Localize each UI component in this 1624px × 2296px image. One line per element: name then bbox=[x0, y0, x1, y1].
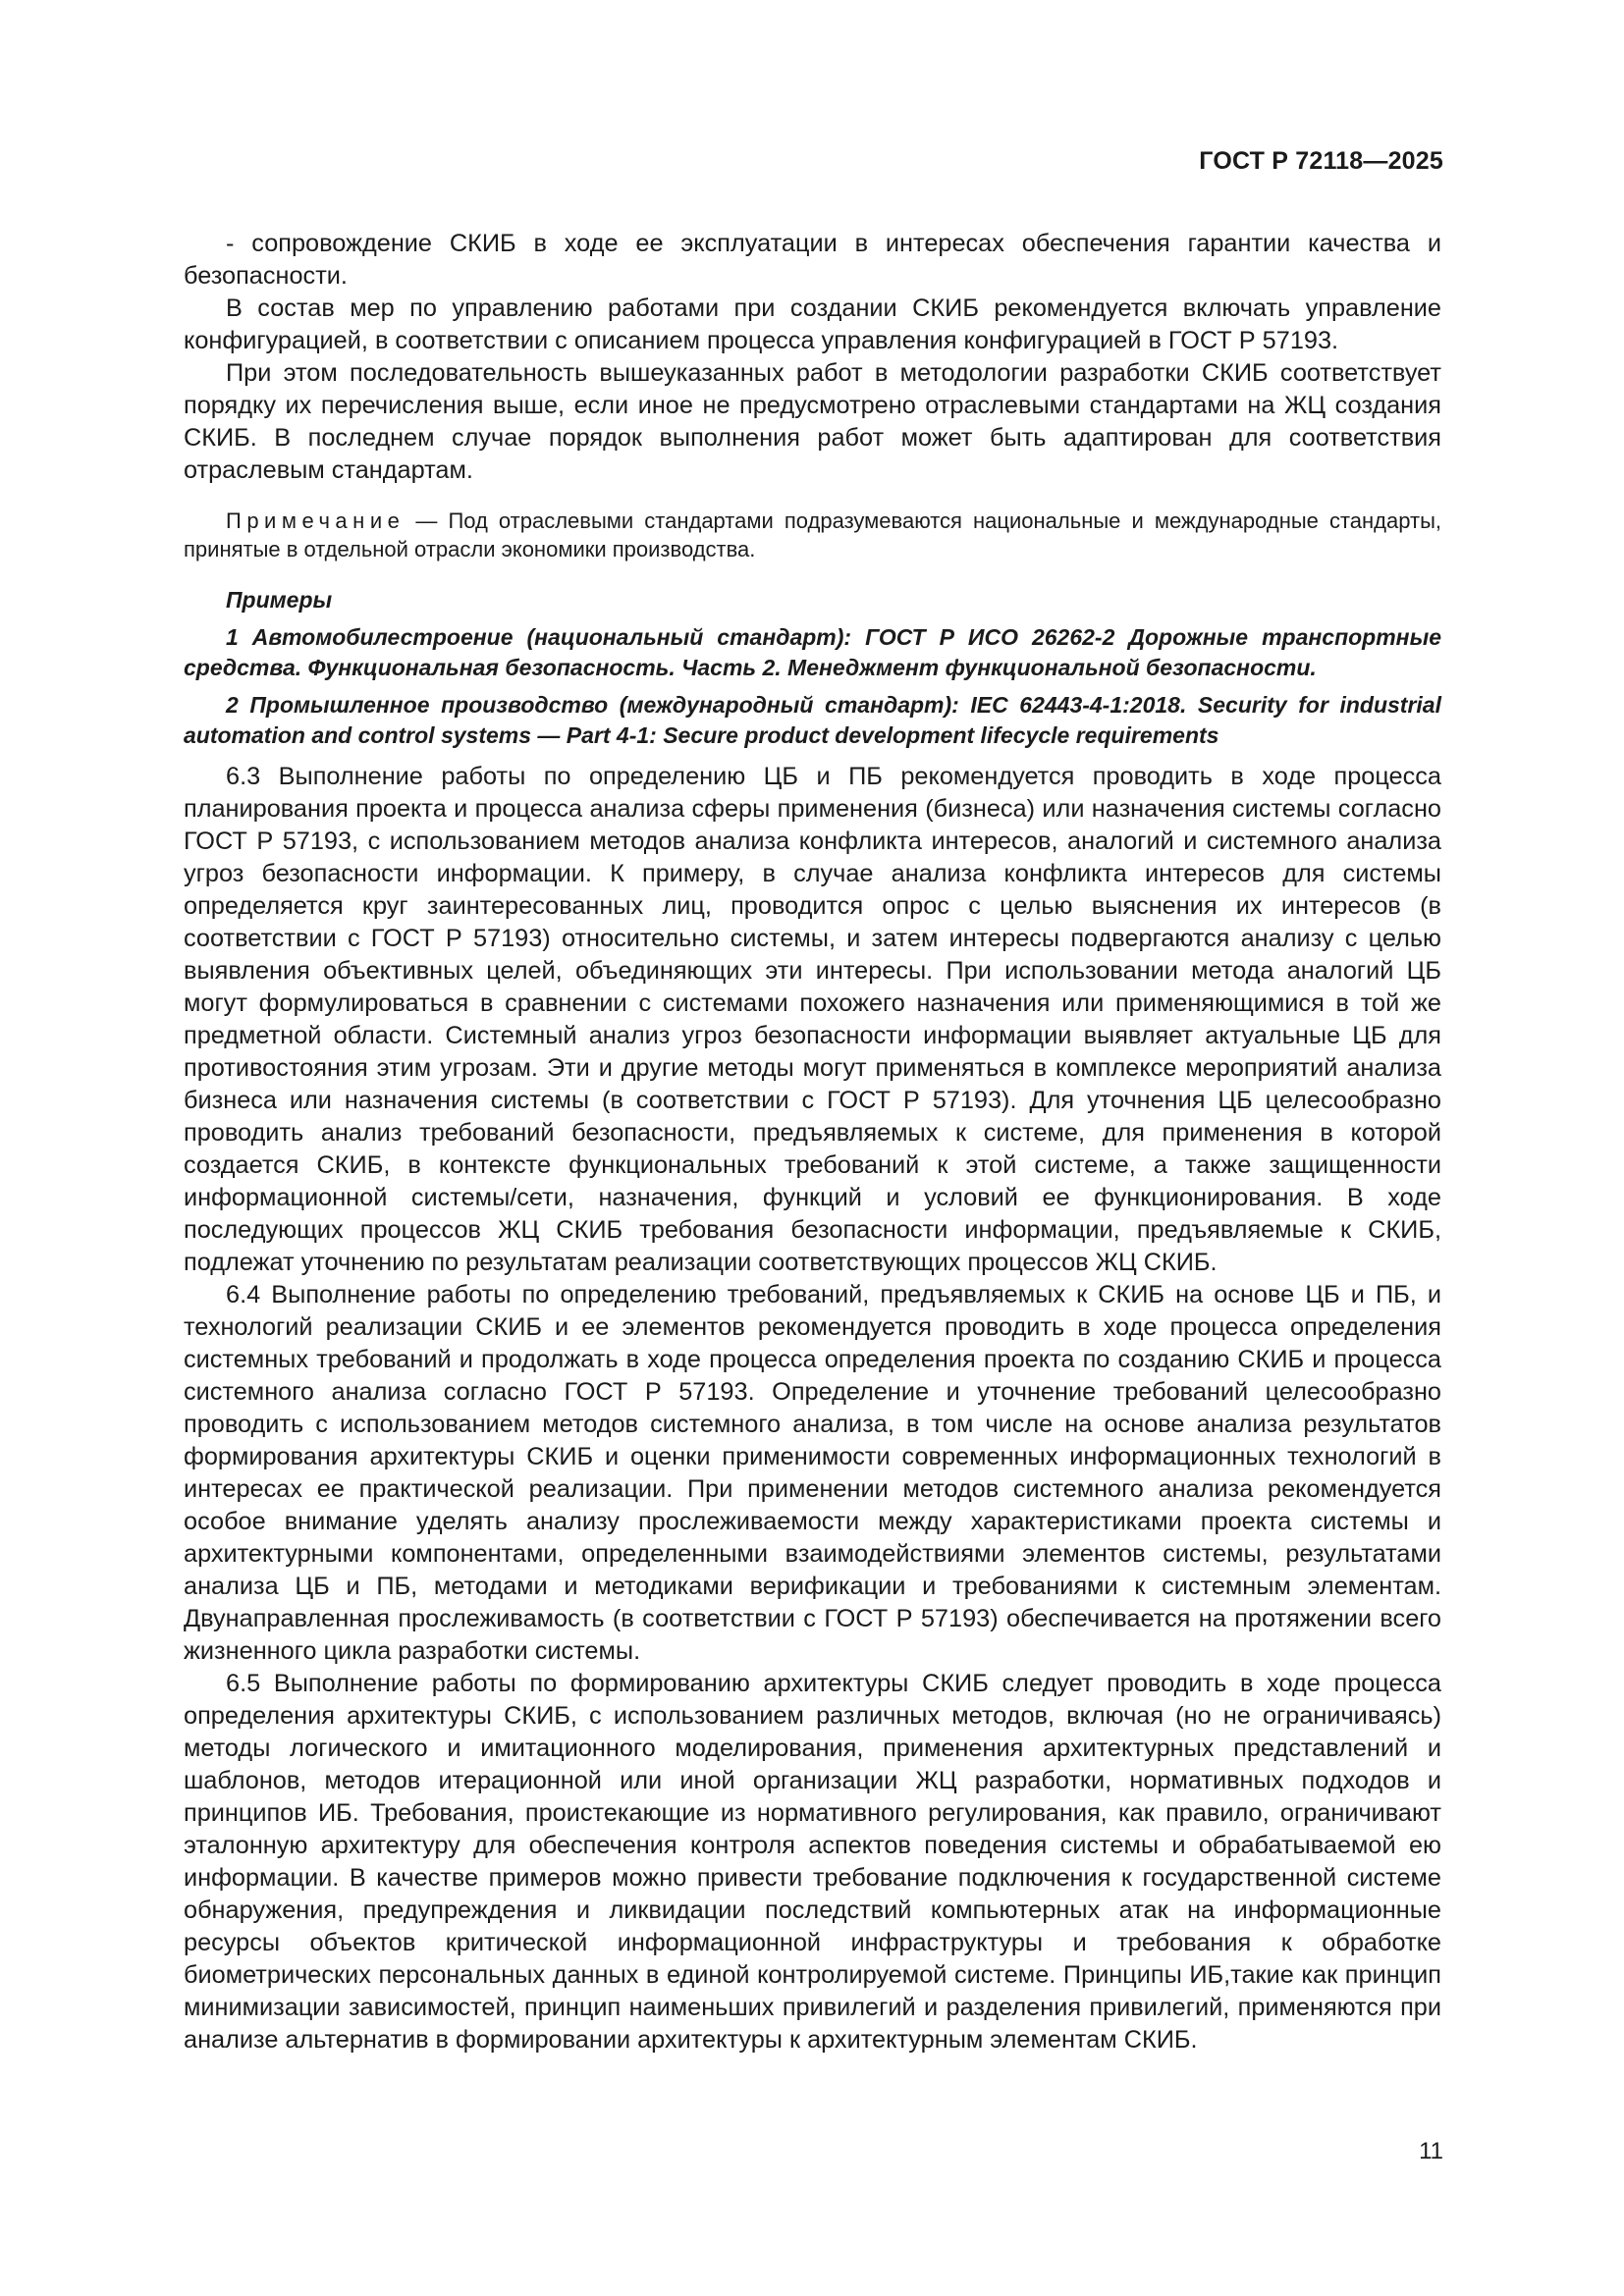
section-6-3: 6.3 Выполнение работы по определению ЦБ и ПБ рекомендуется проводить в ходе процесса планирования проекта и процесса анализа сферы применения (бизнеса) или назначения системы согласно ГОСТ Р 57193, с использованием методов анализа конфликта интересов, аналогий и системного анализа угроз безопасности информации. К примеру, в случае анализа конфликта интересов для системы определяется круг заинтересованных лиц, проводится опрос с целью выяснения их интересов (в соответствии с ГОСТ Р 57193) относительно системы, и затем интересы подвергаются анализу с целью выявления объективных целей, объединяющих эти интересы. При использовании метода аналогий ЦБ могут формулироваться в сравнении с системами похожего назначения или применяющимися в той же предметной области. Системный анализ угроз безопасности информации выявляет актуальные ЦБ для противостояния этим угрозам. Эти и другие методы могут применяться в комплексе мероприятий анализа бизнеса или назначения системы (в соответствии с ГОСТ Р 57193). Для уточнения ЦБ целесообразно проводить анализ требований безопасности, предъявляемых к системе, для применения в которой создается СКИБ, в контексте функциональных требований к этой системе, а также защищенности информационной системы/сети, назначения, функций и условий ее функционирования. В ходе последующих процессов ЖЦ СКИБ требования безопасности информации, предъявляемые к СКИБ, подлежат уточнению по результатам реализации соответствующих процессов ЖЦ СКИБ. bbox=[184, 763, 1441, 1276]
section-6-4: 6.4 Выполнение работы по определению требований, предъявляемых к СКИБ на основе ЦБ и ПБ, и технологий реализации СКИБ и ее элементов рекомендуется проводить в ходе процесса определения системных требований и продолжать в ходе процесса определения проекта по созданию СКИБ и процесса системного анализа согласно ГОСТ Р 57193. Определение и уточнение требований целесообразно проводить с использованием методов системного анализа, в том числе на основе анализа результатов формирования архитектуры СКИБ и оценки применимости современных информационных технологий в интересах ее практической реализации. При применении методов системного анализа рекомендуется особое внимание уделять анализу прослеживаемости между характеристиками проекта системы и архитектурными компонентами, определенными взаимодействиями элементов системы, результатами анализа ЦБ и ПБ, методами и методиками верификации и требованиями к системным элементам. Двунаправленная прослеживамость (в соответствии с ГОСТ Р 57193) обеспечивается на протяжении всего жизненного цикла разработки системы. bbox=[184, 1281, 1441, 1665]
page-number: 11 bbox=[1419, 2138, 1443, 2164]
examples-block bbox=[184, 585, 1441, 751]
paragraph-config-management: В состав мер по управлению работами при создании СКИБ рекомендуется включать управление конфигурацией, в соответствии с описанием процесса управления конфигурацией в ГОСТ Р 57193. bbox=[184, 294, 1441, 354]
page-body bbox=[184, 228, 1441, 2056]
document-code-header: ГОСТ Р 72118—2025 bbox=[1199, 147, 1443, 175]
examples-title: Примеры bbox=[226, 587, 333, 613]
note-paragraph bbox=[184, 507, 1441, 563]
paragraph-sequence: При этом последовательность вышеуказанных работ в методологии разработки СКИБ соответствует порядку их перечисления выше, если иное не предусмотрено отраслевыми стандартами на ЖЦ создания СКИБ. В последнем случае порядок выполнения работ может быть адаптирован для соответствия отраслевым стандартам. bbox=[184, 359, 1441, 484]
note-label: Примечание bbox=[226, 508, 406, 533]
example-item-2: 2 Промышленное производство (международный стандарт): IEC 62443-4-1:2018. Security for industrial automation and control systems — Part 4-1: Secure product development lifecycle requirements bbox=[184, 692, 1441, 748]
section-6-5: 6.5 Выполнение работы по формированию архитектуры СКИБ следует проводить в ходе процесса определения архитектуры СКИБ, с использованием различных методов, включая (но не ограничиваясь) методы логического и имитационного моделирования, применения архитектурных представлений и шаблонов, методов итерационной или иной организации ЖЦ разработки, нормативных подходов и принципов ИБ. Требования, проистекающие из нормативного регулирования, как правило, ограничивают эталонную архитектуру для обеспечения контроля аспектов поведения системы и обрабатываемой ею информации. В качестве примеров можно привести требование подключения к государственной системе обнаружения, предупреждения и ликвидации последствий компьютерных атак на информационные ресурсы объектов критической информационной инфраструктуры и требования к обработке биометрических персональных данных в единой контролируемой системе. Принципы ИБ,такие как принцип минимизации зависимостей, принцип наименьших привилегий и разделения привилегий, применяются при анализе альтернатив в формировании архитектуры к архитектурным элементам СКИБ. bbox=[184, 1670, 1441, 2054]
example-item-1: 1 Автомобилестроение (национальный стандарт): ГОСТ Р ИСО 26262-2 Дорожные транспортные средства. Функциональная безопасность. Часть 2. Менеджмент функциональной безопасности. bbox=[184, 624, 1441, 680]
note-text: — Под отраслевыми стандартами подразумеваются национальные и международные стандарты, принятые в отдельной отрасли экономики производства. bbox=[184, 508, 1441, 561]
paragraph-maintenance: - сопровождение СКИБ в ходе ее эксплуатации в интересах обеспечения гарантии качества и безопасности. bbox=[184, 230, 1441, 290]
